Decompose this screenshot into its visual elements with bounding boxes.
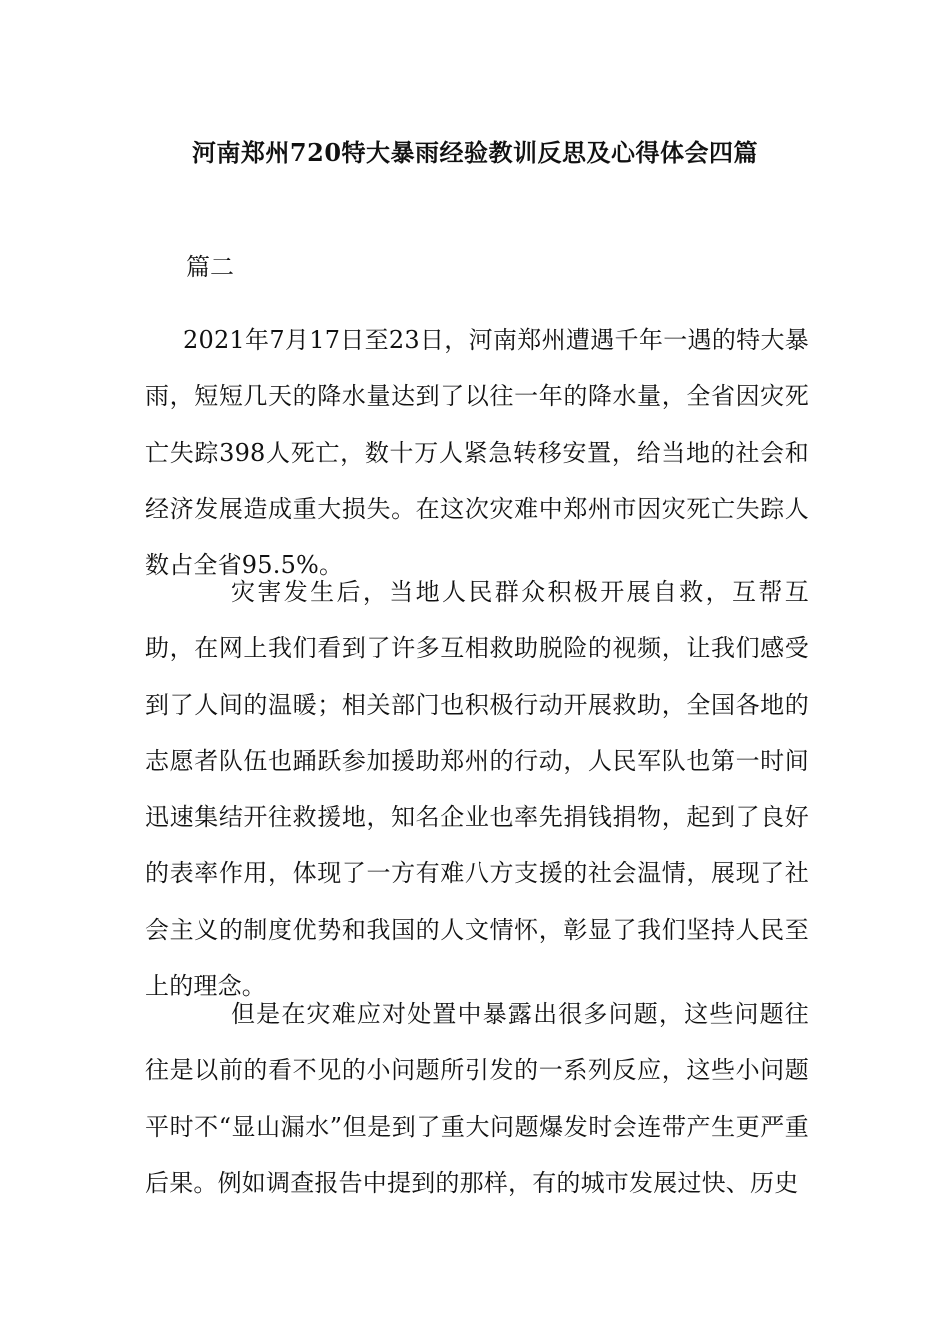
document-title: 河南郑州720特大暴雨经验教训反思及心得体会四篇 <box>191 138 759 167</box>
paragraph-1: 2021年7月17日至23日，河南郑州遭遇千年一遇的特大暴雨，短短几天的降水量达到了以往一年的降水量，全省因灾死亡失踪398人死亡，数十万人紧急转移安置，给当地的社会和经济发展造成重大损失。在这次灾难中郑州市因灾死亡失踪人数占全省95.5%。 <box>145 326 809 580</box>
section-label: 篇二 <box>186 253 234 281</box>
paragraph-3: 但是在灾难应对处置中暴露出很多问题，这些问题往往是以前的看不见的小问题所引发的一系列反应，这些小问题平时不“显山漏水”但是到了重大问题爆发时会连带产生更严重后果。例如调查报告中提到的那样，有的城市发展过快、历史 <box>145 1000 809 1197</box>
paragraph-2: 灾害发生后，当地人民群众积极开展自救，互帮互助，在网上我们看到了许多互相救助脱险的视频，让我们感受到了人间的温暖；相关部门也积极行动开展救助，全国各地的志愿者队伍也踊跃参加援助郑州的行动，人民军队也第一时间迅速集结开往救援地，知名企业也率先捐钱捐物，起到了良好的表率作用，体现了一方有难八方支援的社会温情，展现了社会主义的制度优势和我国的人文情怀，彰显了我们坚持人民至上的理念。 <box>145 578 809 1001</box>
